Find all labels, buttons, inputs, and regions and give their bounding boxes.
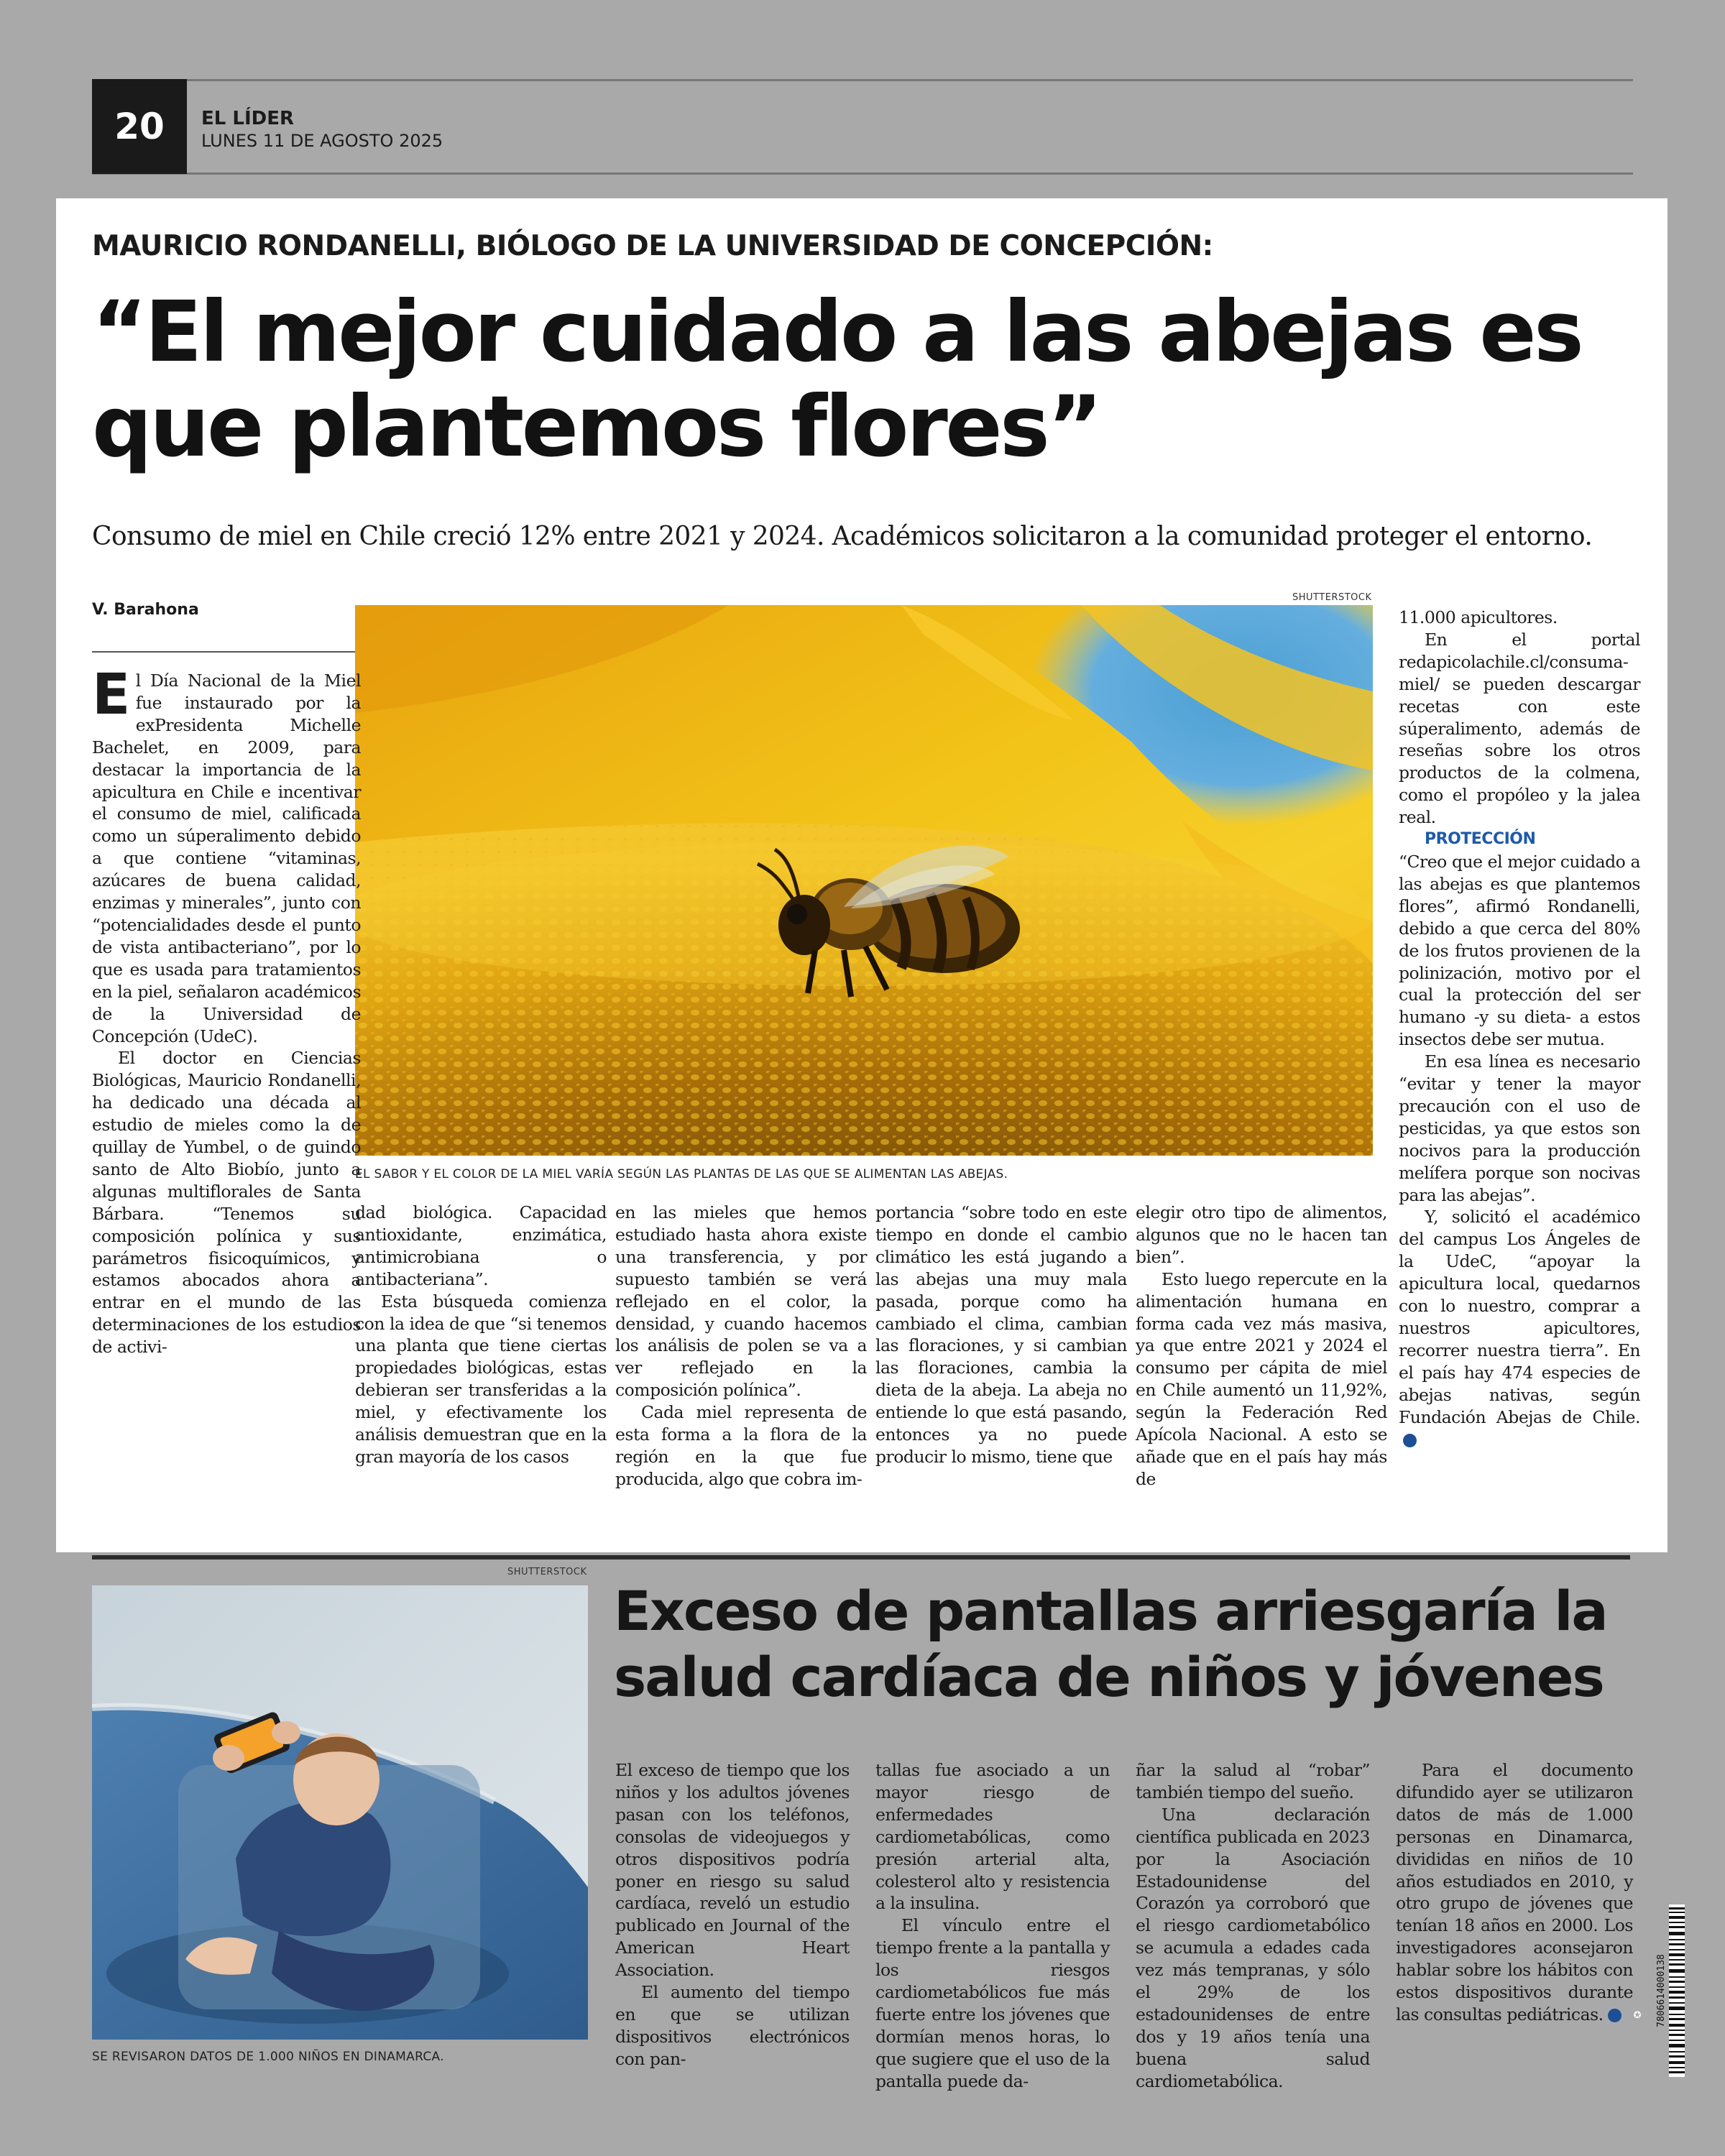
article-paragraph: dad biológica. Capacidad antioxidante, enzimática, antimicrobiana o antibacteriana”.: [355, 1202, 607, 1289]
article-column-4: [875, 1202, 1127, 1468]
article-column-1: [615, 1759, 850, 2070]
article-paragraph: 11.000 apicultores.: [1399, 607, 1558, 627]
photo-caption: EL SABOR Y EL COLOR DE LA MIEL VARÍA SEGÚN LAS PLANTAS DE LAS QUE SE ALIMENTAN LAS ABEJAS.: [355, 1167, 1008, 1181]
end-mark-icon: ✪: [1608, 2009, 1622, 2022]
bee-on-sunflower-image: [355, 605, 1373, 1156]
article-paragraph: Esto luego repercute en la alimentación humana en forma cada vez más masiva, ya que entre 2021 y 2024 el consumo per cápita de miel en Chile aumentó un 11,92%, según la Federación Red Apícola Nacional. A esto se añade que en el país hay más de: [1136, 1268, 1387, 1489]
child-playing-phone-image: [92, 1585, 588, 2040]
article-paragraph: El Día Nacional de la Miel fue instaurado por la exPresidenta Michelle Bachelet, en 2009, para destacar la importancia de la apicultura en Chile e incentivar el consumo de miel, calificada como un súperalimento debido a que contiene “vitaminas, azúcares de buena calidad, enzimas y minerales”, junto con “potencialidades desde el punto de vista antibacteriano”, por lo que es usada para tratamientos en la piel, señalaron académicos de la Universidad de Concepción (UdeC).: [92, 663, 361, 1046]
issue-date: LUNES 11 DE AGOSTO 2025: [201, 131, 443, 151]
barcode: [1656, 1904, 1685, 2077]
article-paragraph: En esa línea es necesario “evitar y tener la mayor precaución con el uso de pesticidas, ya que estos son nocivos para la producción melífera porque son nocivas para las abejas”.: [1399, 1051, 1640, 1205]
article-column-1: [92, 663, 361, 1358]
article-paragraph: El doctor en Ciencias Biológicas, Mauricio Rondanelli, ha dedicado una década al estudio de mieles como la de quillay de Yumbel, o de guindo santo de Alto Biobío, junto a algunas multiflorales de Santa Bárbara. “Tenemos su composición polínica y sus parámetros fisicoquímicos, y estamos abocados ahora a entrar en el mundo de las determinaciones de los estudios de activi-: [92, 1048, 361, 1358]
article-paragraph: El aumento del tiempo en que se utilizan dispositivos electrónicos con pan-: [615, 1982, 850, 2069]
article-paragraph: En el portal redapicolachile.cl/consuma-miel/ se pueden descargar recetas con este súperalimento, además de reseñas sobre los otros productos de la colmena, como el propóleo y la jalea real.: [1399, 629, 1640, 828]
child-phone-photo: [92, 1585, 588, 2040]
article-paragraph: tallas fue asociado a un mayor riesgo de enfermedades cardiometabólicas, como presión arterial alta, colesterol alto y resistencia a la insulina.: [875, 1760, 1110, 1914]
article-paragraph: El vínculo entre el tiempo frente a la pantalla y los riesgos cardiometabólicos fue más fuerte entre los jóvenes que dormían menos horas, lo que sugiere que el uso de la pantalla puede da-: [875, 1915, 1110, 2091]
article-column-2: [875, 1759, 1110, 2093]
article-paragraph: ñar la salud al “robar” también tiempo del sueño.: [1136, 1760, 1370, 1802]
photo-caption: SE REVISARON DATOS DE 1.000 NIÑOS EN DINAMARCA.: [92, 2050, 444, 2064]
article-kicker: MAURICIO RONDANELLI, BIÓLOGO DE LA UNIVERSIDAD DE CONCEPCIÓN:: [92, 230, 1213, 262]
main-article: [56, 198, 1668, 1552]
article-headline: Exceso de pantallas arriesgaría la salud cardíaca de niños y jóvenes: [614, 1579, 1607, 1709]
header-rule-top: [92, 79, 1633, 81]
barcode-number: 7806614000138: [1656, 1954, 1667, 2027]
article-column-5: [1136, 1202, 1387, 1491]
section-divider: [92, 1555, 1630, 1560]
page-number: 20: [92, 79, 187, 174]
article-column-3: [615, 1202, 867, 1491]
article-paragraph: portancia “sobre todo en este tiempo en donde el cambio climático les está jugando a las abejas una muy mala pasada, porque como ha cambiado el clima, cambian las floraciones, y si cambian las floraciones, cambia la dieta de la abeja. La abeja no entiende lo que está pasando, entonces ya no puede producir lo mismo, tiene que: [875, 1202, 1127, 1467]
end-mark-icon: ✪: [1403, 1434, 1417, 1447]
article-deck: Consumo de miel en Chile creció 12% entre 2021 y 2024. Académicos solicitaron a la comunidad proteger el entorno.: [92, 522, 1593, 551]
article-paragraph: Esta búsqueda comienza con la idea de que “si tenemos una planta que tiene ciertas propiedades biológicas, estas debieran ser transferidas a la miel, y efectivamente los análisis demuestran que en la gran mayoría de los casos: [355, 1291, 607, 1467]
article-column-6: [1399, 607, 1640, 1450]
article-paragraph: elegir otro tipo de alimentos, algunos que no le hacen tan bien”.: [1136, 1202, 1387, 1267]
header-rule-bottom: [92, 172, 1633, 175]
article-headline: “El mejor cuidado a las abejas es que plantemos flores”: [92, 282, 1582, 476]
article-paragraph: Y, solicitó el académico del campus Los Ángeles de la UdeC, “apoyar la apicultura local, quedarnos con lo nuestro, comprar a nuestros apicultores, recorrer nuestra tierra”. En el país hay 474 especies de abejas nativas, según Fundación Abejas de Chile.✪: [1399, 1207, 1640, 1446]
byline-divider: [92, 651, 361, 653]
article-column-2: [355, 1202, 607, 1468]
article-paragraph: Cada miel representa de esta forma a la flora de la región en la que fue producida, algo que cobra im-: [615, 1402, 867, 1489]
article-column-4: [1396, 1759, 1642, 2026]
article-column-3: [1136, 1759, 1370, 2093]
article-paragraph: en las mieles que hemos estudiado hasta ahora existe una transferencia, y por supuesto también se verá reflejado en el color, la densidad, y cuando hacemos los análisis de polen se va a ver reflejado en la composición polínica”.: [615, 1202, 867, 1401]
photo-credit: SHUTTERSTOCK: [1292, 592, 1372, 603]
newspaper-name: EL LÍDER: [201, 108, 294, 129]
bee-photo: [355, 605, 1373, 1156]
article-paragraph: Una declaración científica publicada en 2023 por la Asociación Estadounidense del Corazón ya corroboró que el riesgo cardiometabólico se acumula a edades cada vez más tempranas, y sólo el 29% de los estadounidenses de entre dos y 19 años tenía una buena salud cardiometabólica.: [1136, 1804, 1370, 2091]
drop-cap: E: [92, 663, 130, 727]
article-byline: V. Barahona: [92, 601, 199, 619]
article-paragraph: “Creo que el mejor cuidado a las abejas es que plantemos flores”, afirmó Rondanelli, debido a que cerca del 80% de los frutos provienen de la polinización, motivo por el cual la protección del ser humano -y su dieta- a estos insectos debe ser mutua.: [1399, 851, 1640, 1050]
photo-credit: SHUTTERSTOCK: [507, 1567, 587, 1577]
article-paragraph: Para el documento difundido ayer se utilizaron datos de más de 1.000 personas en Dinamarca, divididas en niños de 10 años estudiados en 2010, y otro grupo de jóvenes que tenían 18 años en 2000. Los investigadores aconsejaron hablar sobre los hábitos con estos dispositivos durante las consultas pediátricas. ✪: [1396, 1760, 1642, 2024]
article-paragraph: El exceso de tiempo que los niños y los adultos jóvenes pasan con los teléfonos, consolas de videojuegos y otros dispositivos podría poner en riesgo su salud cardíaca, reveló un estudio publicado en Journal of the American Heart Association.: [615, 1760, 850, 1981]
section-subhead: PROTECCIÓN: [1425, 830, 1536, 849]
